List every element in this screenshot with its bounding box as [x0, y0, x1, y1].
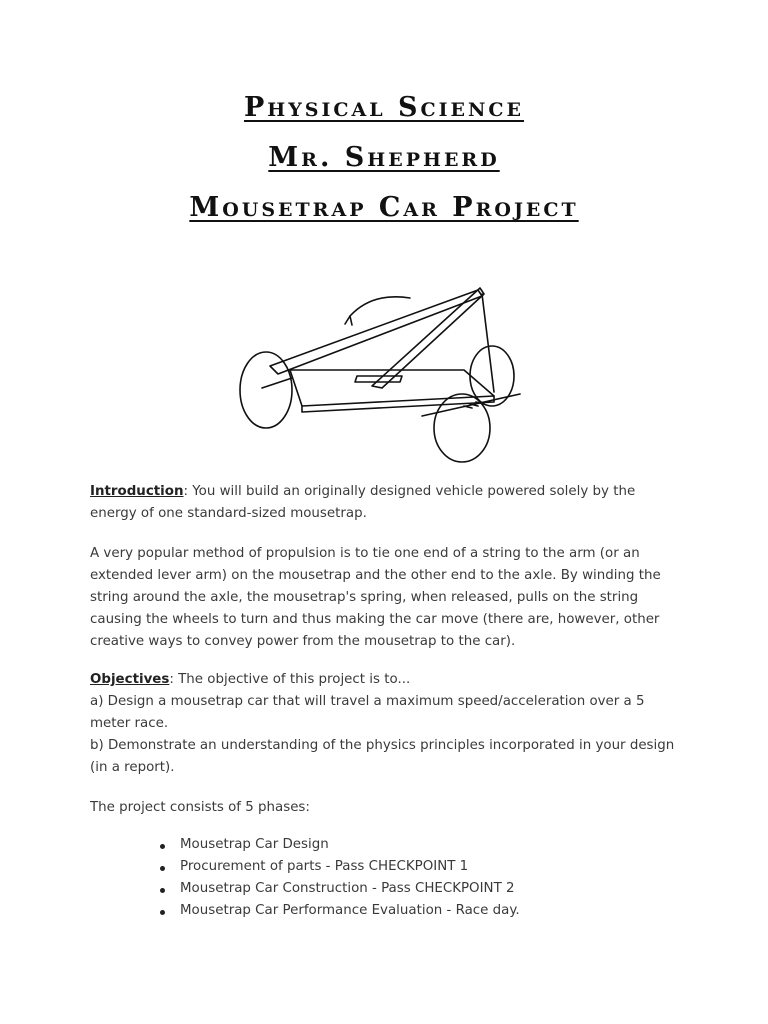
introduction-paragraph [90, 481, 680, 525]
list-item: Procurement of parts - Pass CHECKPOINT 1 [158, 856, 718, 878]
objectives-section [90, 669, 680, 779]
objectives-label: Objectives [90, 672, 170, 687]
list-item: Mousetrap Car Performance Evaluation - Race day. [158, 900, 718, 922]
list-item: Mousetrap Car Design [158, 834, 718, 856]
title-line-1: Physical Science [243, 92, 524, 123]
introduction-text: : You will build an originally designed vehicle powered solely by the energy of one standard-sized mousetrap. [90, 484, 636, 521]
propulsion-paragraph: A very popular method of propulsion is to tie one end of a string to the arm (or an extended lever arm) on the mousetrap and the other end to the axle. By winding the string around the axle, the mousetrap's spring, when released, pulls on the string causing the wheels to turn and thus making the car move (there are, however, other creative ways to convey power from the mousetrap to the car). [90, 546, 661, 649]
objective-b: b) Demonstrate an understanding of the physics principles incorporated in your design (in a report). [90, 738, 675, 775]
objective-a: a) Design a mousetrap car that will travel a maximum speed/acceleration over a 5 meter race. [90, 694, 645, 731]
objectives-lead: : The objective of this project is to... [169, 672, 411, 687]
mousetrap-car-drawing [232, 278, 532, 468]
title-line-3: Mousetrap Car Project [189, 192, 579, 223]
phases-list [158, 834, 718, 922]
title-line-2: Mr. Shepherd [268, 142, 500, 173]
list-item: Mousetrap Car Construction - Pass CHECKPOINT 2 [158, 878, 718, 900]
phases-intro: The project consists of 5 phases: [90, 800, 310, 815]
introduction-label: Introduction [90, 484, 184, 499]
